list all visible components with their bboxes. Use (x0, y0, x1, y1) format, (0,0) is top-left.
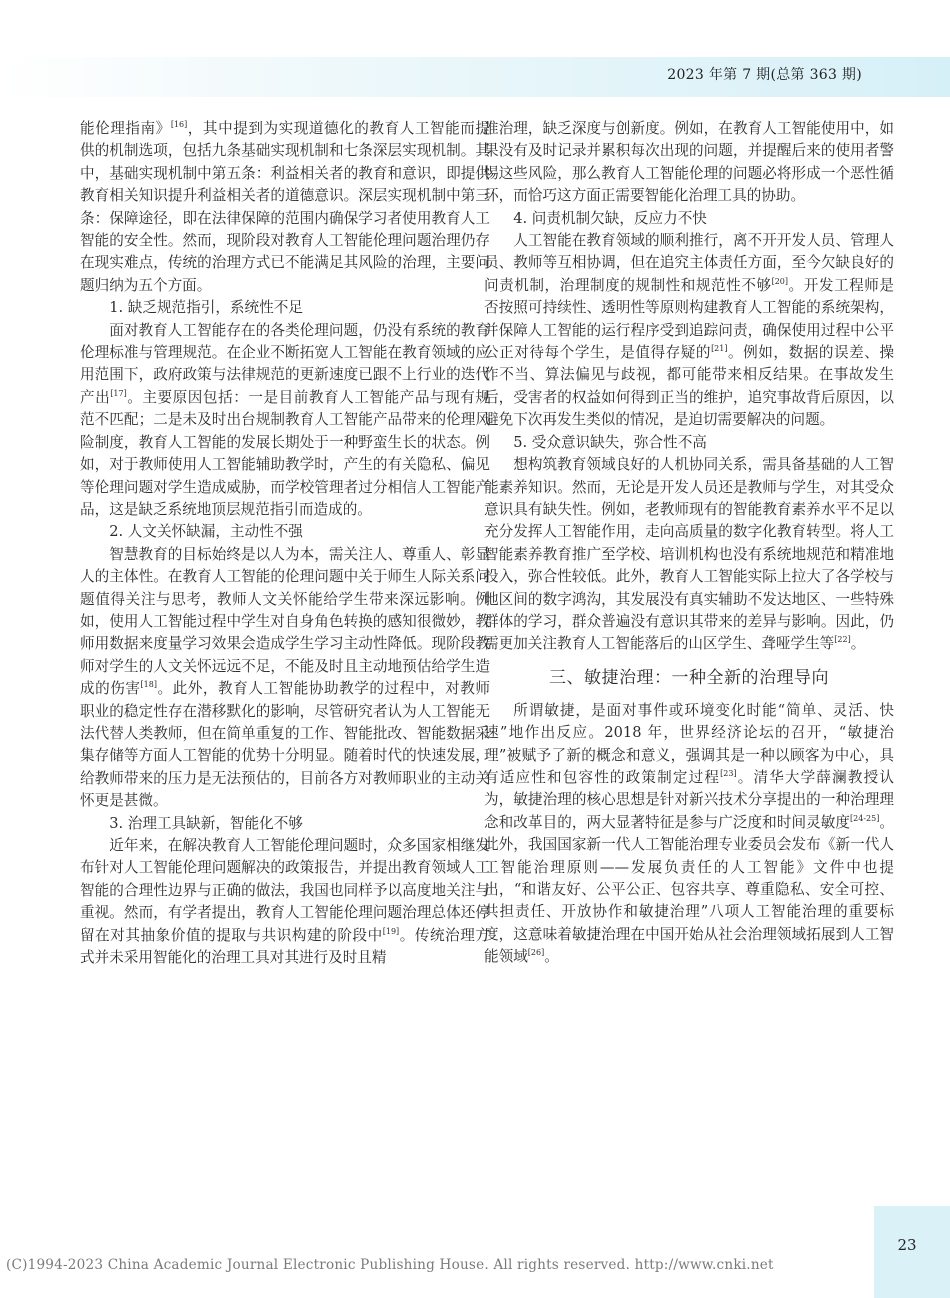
citation-ref: [23] (720, 769, 737, 779)
copyright-notice: (C)1994-2023 China Academic Journal Electronic Publishing House. All rights reserved. http://www.cnki.net (6, 1257, 774, 1273)
subheading-2: 2. 人文关怀缺漏，主动性不强 (109, 523, 303, 541)
citation-ref: [18] (140, 680, 157, 690)
right-column (484, 118, 894, 969)
paragraph-3: 近年来，在解决教育人工智能伦理问题时，众多国家相继发布针对人工智能伦理问题解决的政策报告，并提出教育领域人工智能的合理性边界与正确的做法，我国也同样予以高度地关注与重视。然而，有学者提出，教育人工智能伦理问题治理总体还停留在对其抽象价值的提取与共识构建的阶段中[19]。传统治理方式并未采用智能化的治理工具对其进行及时且精 (80, 837, 490, 967)
paragraph-1: 面对教育人工智能存在的各类伦理问题，仍没有系统的教育伦理标准与管理规范。在企业不断拓宽人工智能在教育领域的应用范围下，政府政策与法律规范的更新速度已跟不上行业的迭代产出[17]。主要原因包括：一是目前教育人工智能产品与现有规范不匹配；二是未及时出台规制教育人工智能产品带来的伦理风险制度，教育人工智能的发展长期处于一种野蛮生长的状态。例如，对于教师使用人工智能辅助教学时，产生的有关隐私、偏见等伦理问题对学生造成威胁，而学校管理者过分相信人工智能产品，这是缺乏系统地顶层规范指引而造成的。 (80, 321, 490, 518)
paragraph-5: 想构筑教育领域良好的人机协同关系，需具备基础的人工智能素养知识。然而，无论是开发人员还是教师与学生，对其受众意识具有缺失性。例如，老教师现有的智能教育素养水平不足以充分发挥人工智能作用，走向高质量的数字化教育转型。将人工智能素养教育推广至学校、培训机构也没有系统地规范和精准地投入，弥合性较低。此外，教育人工智能实际上拉大了各学校与地区间的数字鸿沟，其发展没有真实辅助不发达地区、一些特殊群体的学习，群众普遍没有意识其带来的差异与影响。因此，仍需更加关注教育人工智能落后的山区学生、聋哑学生等[22]。 (484, 456, 894, 653)
paragraph-intro: 能伦理指南》[16]，其中提到为实现道德化的教育人工智能而提供的机制选项，包括九条基础实现机制和七条深层实现机制。其中，基础实现机制中第五条：利益相关者的教育和意识，即提供教育相关知识提升利益相关者的道德意识。深层实现机制中第三条：保障途径，即在法律保障的范围内确保学习者使用教育人工智能的安全性。然而，现阶段对教育人工智能伦理问题治理仍存在现实难点，传统的治理方式已不能满足其风险的治理，主要问题归纳为五个方面。 (80, 120, 490, 294)
citation-ref: [16] (170, 120, 188, 130)
subheading-4: 4. 问责机制欠缺，反应力不快 (513, 209, 707, 227)
page-number: 23 (897, 1236, 917, 1254)
paragraph-4: 人工智能在教育领域的顺利推行，离不开开发人员、管理人员、教师等互相协调，但在追究主体责任方面，至今欠缺良好的问责机制，治理制度的规制性和规范性不够[20]。开发工程师是否按照可持续性、透明性等原则构建教育人工智能的系统架构，并保障人工智能的运行程序受到追踪问责，确保使用过程中公平公正对待每个学生，是值得存疑的[21]。例如，数据的误差、操作不当、算法偏见与歧视，都可能带来相反结果。在事故发生后，受害者的权益如何得到正当的维护，追究事故背后原因，以避免下次再发生类似的情况，是迫切需要解决的问题。 (484, 232, 894, 429)
paragraph-2: 智慧教育的目标始终是以人为本，需关注人、尊重人、彰显人的主体性。在教育人工智能的伦理问题中关于师生人际关系问题值得关注与思考，教师人文关怀能给学生带来深远影响。例如，使用人工智能过程中学生对自身角色转换的感知很微妙，教师用数据来度量学习效果会造成学生学习主动性降低。现阶段教师对学生的人文关怀远远不足，不能及时且主动地预估给学生造成的伤害[18]。此外，教育人工智能协助教学的过程中，对教师职业的稳定性存在潜移默化的影响，尽管研究者认为人工智能无法代替人类教师，但在简单重复的工作、智能批改、智能数据采集存储等方面人工智能的优势十分明显。随着时代的快速发展，给教师带来的压力是无法预估的，目前各方对教师职业的主动关怀更是甚微。 (80, 545, 490, 810)
citation-ref: [19] (382, 926, 400, 936)
paragraph-6: 所谓敏捷，是面对事件或环境变化时能“简单、灵活、快速”地作出反应。2018 年，世界经济论坛的召开，“敏捷治理”被赋予了新的概念和意义，强调其是一种以顾客为中心，具有适应性和包容性的政策制定过程[23]。清华大学薛澜教授认为，敏捷治理的核心思想是针对新兴技术分享提出的一种治理理念和改革目的，两大显著特征是参与广泛度和时间灵敏度[24-25]。此外，我国国家新一代人工智能治理专业委员会发布《新一代人工智能治理原则——发展负责任的人工智能》文件中也提出，“和谐友好、公平公正、包容共享、尊重隐私、安全可控、共担责任、开放协作和敏捷治理”八项人工智能治理的重要标度，这意味着敏捷治理在中国开始从社会治理领域拓展到人工智能领域[26]。 (484, 701, 894, 966)
citation-ref: [26] (527, 948, 545, 958)
subheading-1: 1. 缺乏规范指引，系统性不足 (109, 299, 303, 317)
paragraph-continued: 准治理，缺乏深度与创新度。例如，在教育人工智能使用中，如果没有及时记录并累积每次出现的问题，并提醒后来的使用者警惕这些风险，那么教育人工智能伦理的问题必将形成一个恶性循环，而恰巧这方面正需要智能化治理工具的协助。 (484, 120, 894, 205)
issue-label: 2023 年第 7 期(总第 363 期) (667, 67, 862, 83)
citation-ref: [20] (771, 276, 789, 286)
subheading-3: 3. 治理工具缺新，智能化不够 (109, 814, 303, 832)
citation-ref: [24-25] (850, 813, 880, 823)
citation-ref: [22] (834, 635, 851, 645)
citation-ref: [17] (110, 389, 127, 399)
section-title: 三、敏捷治理：一种全新的治理导向 (549, 667, 829, 688)
citation-ref: [21] (711, 344, 728, 354)
left-column (80, 118, 490, 969)
subheading-5: 5. 受众意识缺失，弥合性不高 (513, 433, 707, 451)
